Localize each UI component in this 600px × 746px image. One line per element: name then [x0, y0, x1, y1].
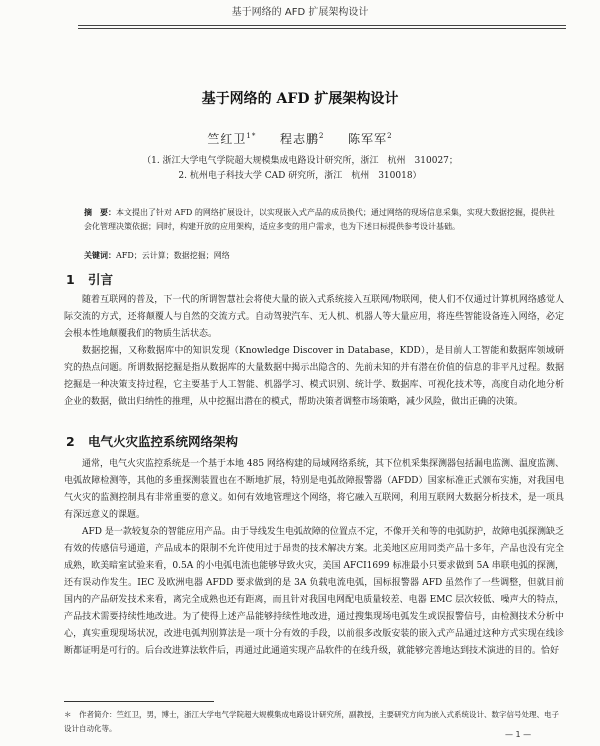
author-line: [0, 130, 600, 147]
section-body: [64, 292, 564, 411]
header-rule-top: [78, 25, 566, 26]
abstract-text: 本文提出了针对 AFD 的网络扩展设计，以实现嵌入式产品的成员换代；通过网络的现场信息采集，实现大数据挖掘，提供社会化管理决策依据；同时，构建开放的应用架构，适应多变的用户需求，也为下述日标提供参考设计基础。: [84, 208, 555, 231]
abstract-label: 摘 要：: [84, 208, 116, 217]
section-number: 2: [66, 434, 75, 449]
running-header: 基于网络的 AFD 扩展架构设计: [231, 7, 369, 18]
author-mark: 2: [387, 132, 393, 140]
footnote: ＊ 作者简介：竺红卫，男，博士，浙江大学电气学院超大规模集成电路设计研究所，副教授，主要研究方向为嵌入式系统设计、数字信号处理、电子设计自动化等。: [64, 710, 559, 733]
author-mark: 2: [319, 132, 325, 140]
paragraph: AFD 是一款较复杂的智能应用产品。由于导线发生电弧故障的位置点不定，不像开关和等的电弧防护，故障电弧探测缺乏有效的传感信号通道，产品成本的限制不允许使用过于昂贵的技术解决方案。北美地区应用同类产品十多年，产品也没有完全成熟，欧美暗室试验来看，0.5A 的小电弧电流也能够导致火灾，美国 AFCI1699 标准最小只要求做到 5A 串联电弧的探测，还有误动作发生。IEC 及欧洲电器 AFDD 要求做到的是 3A 负载电流电弧，国标报警器 AFD 虽然作了一些调整，但就目前国内的产品研发技术来看，离完全成熟也还有距离，而且针对我国电网配电质量较差、电器 EMC 层次较低、噪声大的特点，产品技术需要持续性地改进。为了使得上述产品能够持续性地改进，通过搜集现场电弧发生或误报警信号，由检测技术分析中心，真实重现现场状况，改进电弧判别算法是一项十分有效的手段，以前很多改版安装的嵌入式产品通过这种方式实现在线诊断都证明是可行的。后台改进算法软件后，再通过此通道实现产品软件的在线升级，就能够完善地达到技术演进的目的。恰好: [64, 527, 564, 656]
author-name: 程志鹏: [280, 132, 320, 146]
affiliation: （1. 浙江大学电气学院超大规模集成电路设计研究所，浙江 杭州 310027；: [142, 156, 458, 166]
header-rule-bottom: [78, 28, 566, 29]
section-number: 1: [66, 272, 75, 287]
page-number: — 1 —: [505, 730, 532, 739]
section-heading: [66, 270, 113, 288]
paragraph: 数据挖掘，又称数据库中的知识发现（Knowledge Discover in Database，KDD），是目前人工智能和数据库领域研究的热点问题。所谓数据挖掘是指从数据库的大量数据中揭示出隐含的、先前未知的并有潜在价值的信息的非平凡过程。数据挖掘是一种决策支持过程，它主要基于人工智能、机器学习、模式识别、统计学、数据库、可视化技术等，高度自动化地分析企业的数据，做出归纳性的推理，从中挖掘出潜在的模式，帮助决策者调整市场策略，减少风险，做出正确的决策。: [64, 346, 564, 407]
author-mark: 1*: [246, 132, 257, 140]
section-title: 电气火灾监控系统网络架构: [88, 434, 239, 449]
affiliation: 2. 杭州电子科技大学 CAD 研究所，浙江 杭州 310018）: [178, 171, 422, 181]
keywords-text: AFD；云计算；数据挖掘；网络: [116, 251, 230, 260]
keywords: [84, 250, 562, 261]
section-heading: [66, 432, 238, 450]
paragraph: 通常，电气火灾监控系统是一个基于本地 485 网络构建的局域网络系统，其下位机采集探测器包括漏电监测、温度监测、电弧故障检测等，其他的多重探测装置也在不断地扩展，特别是电弧故障报警器（AFDD）国家标准正式颁布实施，对我国电气火灾的监测控制具有非常重要的意义。如何有效地管理这个网络，将它融入互联网，利用互联网大数据分析技术，是一项具有深远意义的课题。: [64, 459, 564, 520]
abstract: [84, 206, 562, 234]
paragraph: 随着互联网的普及，下一代的所谓智慧社会将使大量的嵌入式系统接入互联网/物联网，使人们不仅通过计算机网络感觉人际交流的方式，还将颠覆人与自然的交流方式。自动驾驶汽车、无人机、机器人等大量应用，将连些智能设备连入网络，必定会根本性地颠覆我们的物质生活状态。: [64, 295, 564, 339]
section-title: 引言: [88, 272, 114, 287]
footnote-rule: [64, 701, 214, 702]
keywords-label: 关键词：: [84, 251, 116, 260]
section-body: [64, 456, 564, 660]
paper-title: 基于网络的 AFD 扩展架构设计: [201, 91, 399, 107]
author-name: 陈军军: [348, 132, 388, 146]
author-name: 竺红卫: [207, 132, 247, 146]
